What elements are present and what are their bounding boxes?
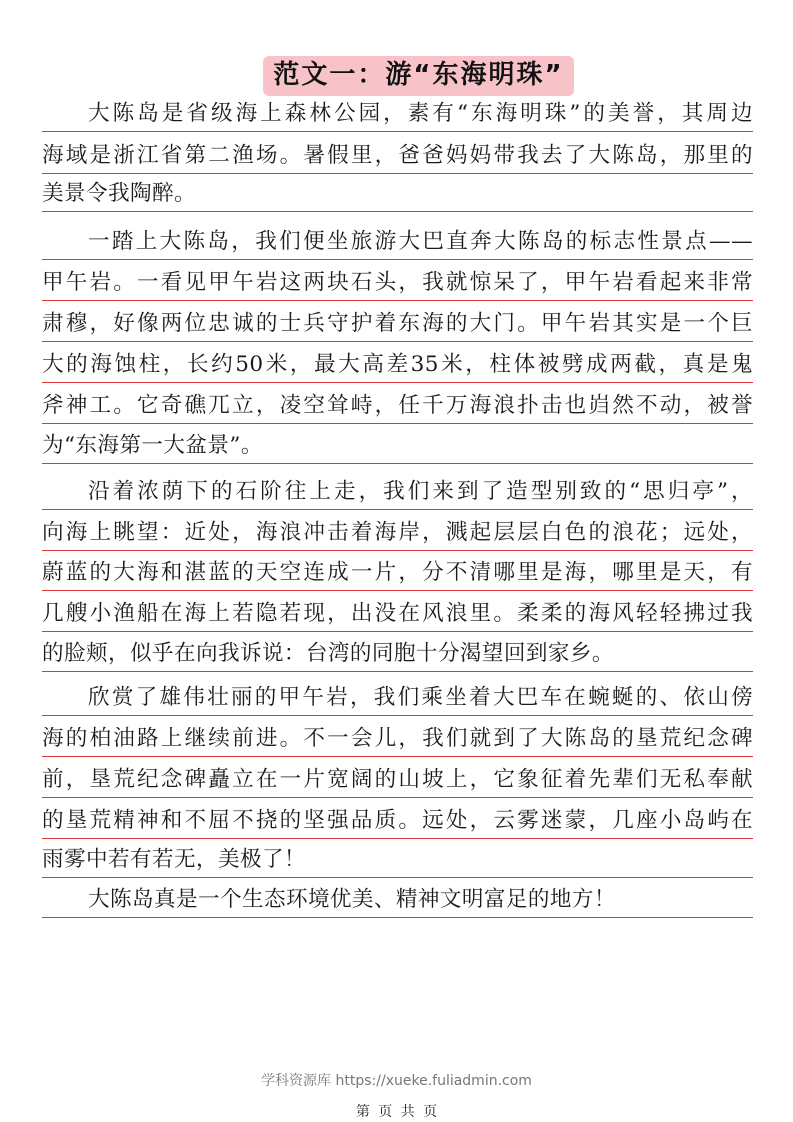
text-line: 大陈岛是省级海上森林公园，素有“东海明珠”的美誉，其周边 [42,97,753,132]
text-line: 甲午岩。一看见甲午岩这两块石头，我就惊呆了，甲午岩看起来非常 [42,266,753,301]
text-line: 美景令我陶醉。 [42,177,753,212]
text-line: 雨雾中若有若无，美极了！ [42,843,753,878]
text-line: 蔚蓝的大海和湛蓝的天空连成一片，分不清哪里是海，哪里是天，有 [42,556,753,591]
text-line: 大的海蚀柱，长约50米，最大高差35米，柱体被劈成两截，真是鬼 [42,348,753,383]
text-line: 的垦荒精神和不屈不挠的坚强品质。远处，云雾迷蒙，几座小岛屿在 [42,804,753,839]
text-line: 肃穆，好像两位忠诚的士兵守护着东海的大门。甲午岩其实是一个巨 [42,307,753,342]
footer-page-number: 第 页 共 页 [355,1104,438,1120]
text-line: 斧神工。它奇礁兀立，凌空耸峙，任千万海浪扑击也岿然不动，被誉 [42,389,753,424]
text-line: 大陈岛真是一个生态环境优美、精神文明富足的地方！ [42,883,753,918]
text-line: 海的柏油路上继续前进。不一会儿，我们就到了大陈岛的垦荒纪念碑 [42,722,753,757]
text-line: 欣赏了雄伟壮丽的甲午岩，我们乘坐着大巴车在蜿蜒的、依山傍 [42,681,753,716]
text-line: 几艘小渔船在海上若隐若现，出没在风浪里。柔柔的海风轻轻拂过我 [42,597,753,632]
title-container [0,56,793,96]
text-line: 向海上眺望：近处，海浪冲击着海岸，溅起层层白色的浪花；远处， [42,516,753,551]
text-line: 为“东海第一大盆景”。 [42,429,753,464]
text-line: 沿着浓荫下的石阶往上走，我们来到了造型别致的“思归亭”， [42,475,753,510]
text-line: 海域是浙江省第二渔场。暑假里，爸爸妈妈带我去了大陈岛，那里的 [42,139,753,174]
page-title: 范文一：游“东海明珠” [263,56,573,96]
text-line: 的脸颊，似乎在向我诉说：台湾的同胞十分渴望回到家乡。 [42,637,753,672]
text-line: 一踏上大陈岛，我们便坐旅游大巴直奔大陈岛的标志性景点—— [42,225,753,260]
text-line: 前，垦荒纪念碑矗立在一片宽阔的山坡上，它象征着先辈们无私奉献 [42,763,753,798]
footer-source: 学科资源库 https://xueke.fuliadmin.com [261,1073,532,1089]
